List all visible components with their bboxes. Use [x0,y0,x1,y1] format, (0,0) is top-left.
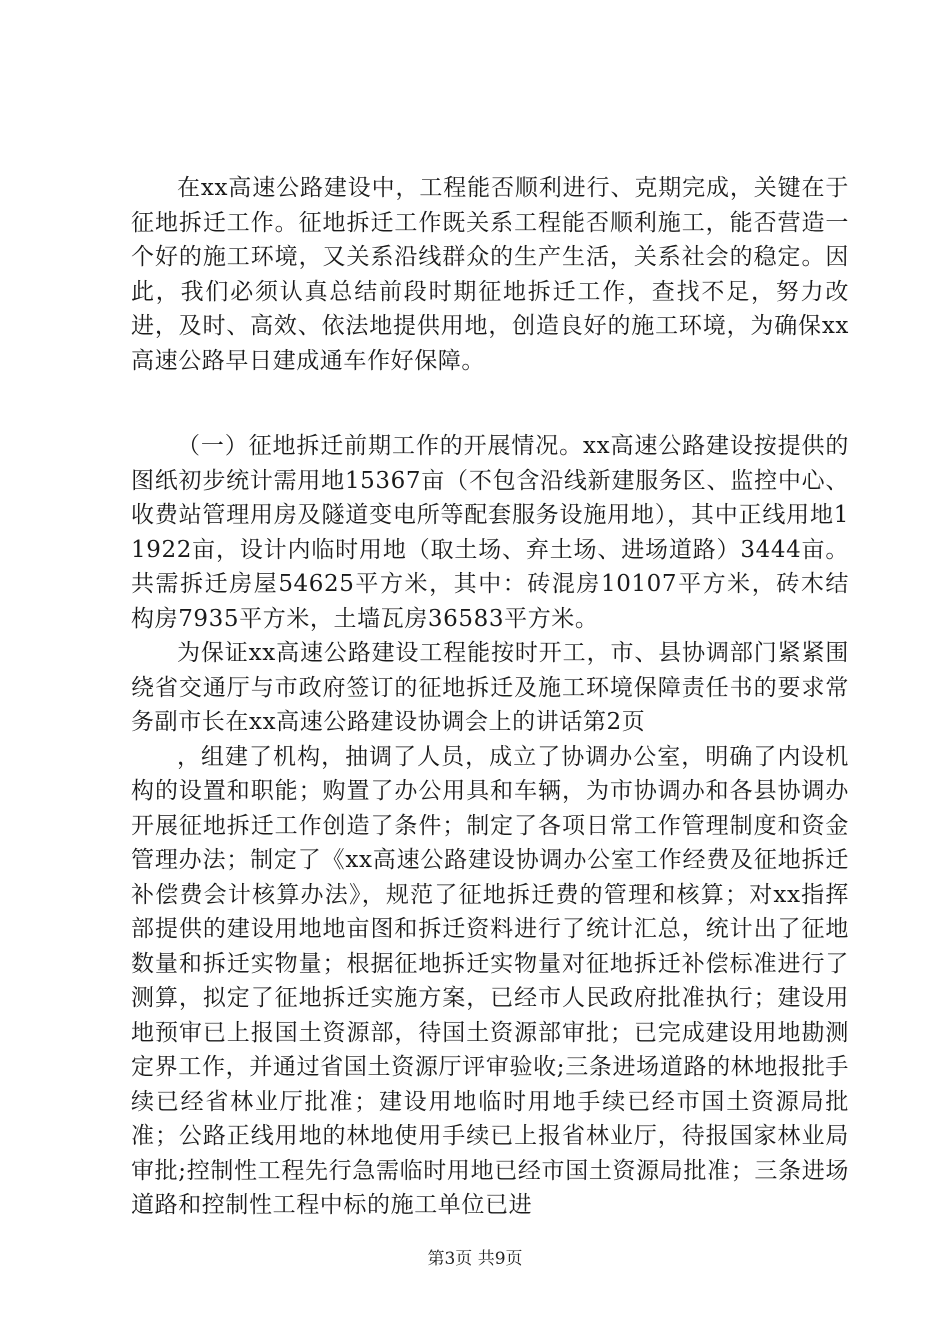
page-footer: 第3页 共9页 [427,1249,523,1269]
paragraph-ensure-schedule: 为保证xx高速公路建设工程能按时开工，市、县协调部门紧紧围绕省交通厅与市政府签订的征地拆迁及施工环境保障责任书的要求常务副市长在xx高速公路建设协调会上的讲话第2页 [131,640,849,735]
paragraph-intro: 在xx高速公路建设中，工程能否顺利进行、克期完成，关键在于征地拆迁工作。征地拆迁工作既关系工程能否顺利施工，能否营造一个好的施工环境，又关系沿线群众的生产生活，关系社会的稳定。因此，我们必须认真总结前段时期征地拆迁工作，查找不足，努力改进，及时、高效、依法地提供用地，创造良好的施工环境，为确保xx高速公路早日建成通车作好保障。 [131,175,849,374]
paragraph-preliminary-work: （一）征地拆迁前期工作的开展情况。xx高速公路建设按提供的图纸初步统计需用地15367亩（不包含沿线新建服务区、监控中心、收费站管理用房及隧道变电所等配套服务设施用地），其中正线用地11922亩，设计内临时用地（取土场、弃土场、进场道路）3444亩。共需拆迁房屋54625平方米，其中：砖混房10107平方米，砖木结构房7935平方米，土墙瓦房36583平方米。 [131,433,849,632]
paragraph-measures: ，组建了机构，抽调了人员，成立了协调办公室，明确了内设机构的设置和职能；购置了办公用具和车辆，为市协调办和各县协调办开展征地拆迁工作创造了条件；制定了各项日常工作管理制度和资金管理办法；制定了《xx高速公路建设协调办公室工作经费及征地拆迁补偿费会计核算办法》，规范了征地拆迁费的管理和核算；对xx指挥部提供的建设用地地亩图和拆迁资料进行了统计汇总，统计出了征地数量和拆迁实物量；根据征地拆迁实物量对征地拆迁补偿标准进行了测算，拟定了征地拆迁实施方案，已经市人民政府批准执行；建设用地预审已上报国土资源部，待国土资源部审批；已完成建设用地勘测定界工作，并通过省国土资源厅评审验收;三条进场道路的林地报批手续已经省林业厅批准；建设用地临时用地手续已经市国土资源局批准；公路正线用地的林地使用手续已上报省林业厅，待报国家林业局审批;控制性工程先行急需临时用地已经市国土资源局批准；三条进场道路和控制性工程中标的施工单位已进 [131,743,849,1218]
document-body [131,171,849,1223]
